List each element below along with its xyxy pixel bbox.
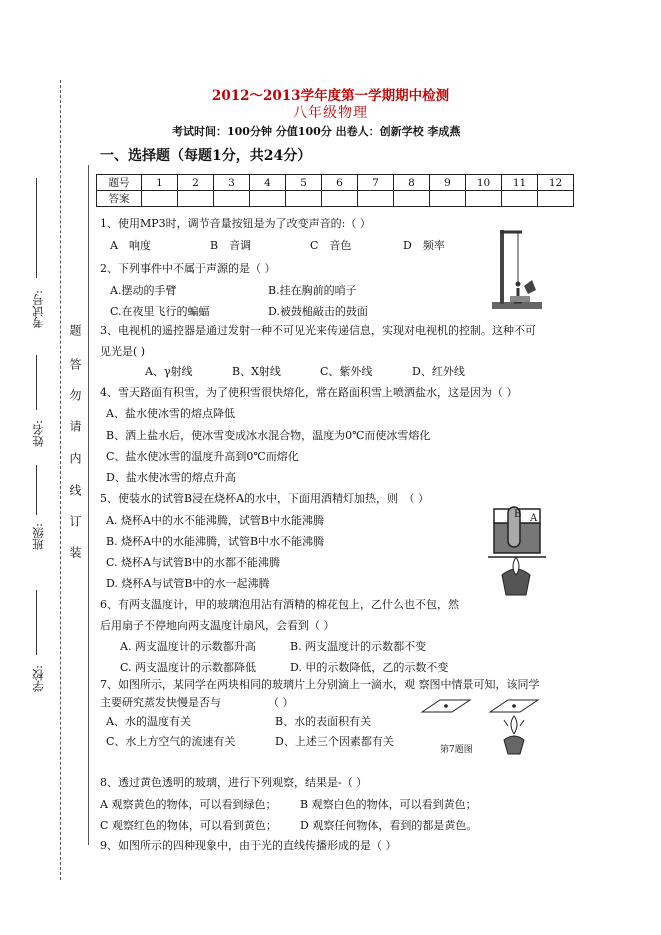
- question-8-stem: 8、透过黄色透明的玻璃，进行下列观察，结果是-（ ）: [100, 776, 368, 789]
- q4-option-d: D、盐水使冰雪的熔点升高: [106, 471, 236, 484]
- answer-table: [96, 174, 574, 207]
- answer-cell[interactable]: [466, 191, 502, 207]
- q1-option-c: C 音色: [310, 239, 352, 252]
- question-number: 2: [178, 175, 214, 191]
- q4-option-b: B、洒上盐水后，使冰雪变成冰水混合物，温度为0℃而使冰雪熔化: [106, 429, 431, 442]
- question-number: 3: [214, 175, 250, 191]
- question-9-stem: 9、如图所示的四种现象中，由于光的直线传播形成的是（ ）: [100, 839, 397, 852]
- question-number: 5: [286, 175, 322, 191]
- question-7-stem-cont: 主要研究蒸发快慢是否与: [100, 696, 221, 709]
- q8-option-d: D 观察任何物体，看到的都是黄色。: [300, 819, 478, 832]
- q8-option-a: A 观察黄色的物体，可以看到绿色；: [100, 798, 277, 811]
- class-label: 班级:: [31, 523, 45, 550]
- q5-option-a: A. 烧杯A中的水不能沸腾，试管B中水能沸腾: [106, 514, 324, 527]
- answer-cell[interactable]: [394, 191, 430, 207]
- answer-cell[interactable]: [322, 191, 358, 207]
- name-blank: [36, 355, 37, 410]
- answer-cell[interactable]: [214, 191, 250, 207]
- glass-plates-figure: [418, 696, 540, 758]
- answer-cell[interactable]: [178, 191, 214, 207]
- q6-option-c: C. 两支温度计的示数都降低: [120, 661, 257, 674]
- question-2-stem: 2、下列事件中不属于声源的是（ ）: [100, 262, 276, 275]
- question-number: 10: [466, 175, 502, 191]
- question-number: 4: [250, 175, 286, 191]
- q2-option-c: C.在夜里飞行的蝙蝠: [110, 305, 210, 318]
- q6-option-d: D. 甲的示数降低，乙的示数不变: [290, 661, 449, 674]
- school-label: 学校:: [31, 665, 45, 692]
- q8-option-c: C 观察红色的物体，可以看到黄色；: [100, 819, 277, 832]
- section-heading: 一、选择题（每题1分，共24分）: [100, 148, 312, 164]
- seal-word: 装: [68, 546, 82, 558]
- q4-option-a: A、盐水使冰雪的熔点降低: [106, 407, 235, 420]
- row-label: 题号: [97, 175, 142, 191]
- tuning-fork-figure: [488, 220, 548, 312]
- q7-option-c: C、水上方空气的流速有关: [106, 735, 236, 748]
- answer-cell[interactable]: [502, 191, 538, 207]
- q7-option-d: D、上述三个因素都有关: [275, 735, 394, 748]
- question-7-stem: 7、如图所示，某同学在两块相同的玻璃片上分别滴上一滴水，观 察图中情景可知，该同学: [100, 678, 540, 691]
- exam-info: 考试时间：100分钟 分值100分 出卷人：创新学校 李成燕: [172, 125, 461, 138]
- row-label: 答案: [97, 191, 142, 207]
- question-6-stem: 6、有两支温度计，甲的玻璃泡用沾有酒精的棉花包上，乙什么也不包，然: [100, 598, 459, 611]
- q6-option-b: B. 两支温度计的示数都不变: [290, 640, 427, 653]
- exam-number-blank: [36, 178, 37, 278]
- q5-option-c: C. 烧杯A与试管B中的水都不能沸腾: [106, 556, 281, 569]
- class-blank: [36, 465, 37, 515]
- answer-cell[interactable]: [358, 191, 394, 207]
- q7-answer-bracket: （ ）: [268, 696, 294, 709]
- seal-word: 订: [68, 515, 82, 527]
- q2-option-a: A.摆动的手臂: [110, 284, 177, 297]
- fig-label-a: A: [530, 513, 538, 524]
- question-3-stem: 3、电视机的遥控器是通过发射一种不可见光来传递信息，实现对电视机的控制。这种不可: [100, 324, 536, 337]
- q3-option-a: A、γ射线: [145, 365, 193, 378]
- name-label: 姓名:: [31, 420, 45, 447]
- exam-subtitle: 八年级物理: [293, 105, 368, 121]
- question-number: 8: [394, 175, 430, 191]
- question-number: 11: [502, 175, 538, 191]
- q2-option-b: B.挂在胸前的哨子: [268, 284, 357, 297]
- q6-option-a: A. 两支温度计的示数都升高: [120, 640, 256, 653]
- seal-word: 线: [68, 484, 82, 496]
- question-number: 9: [430, 175, 466, 191]
- question-number: 1: [142, 175, 178, 191]
- q2-option-d: D.被鼓槌敲击的鼓面: [268, 305, 368, 318]
- question-3-stem-cont: 见光是( ): [100, 345, 146, 358]
- table-row: [97, 191, 574, 207]
- q5-option-d: D. 烧杯A与试管B中的水一起沸腾: [106, 577, 270, 590]
- question-5-stem: 5、使装水的试管B浸在烧杯A的水中，下面用酒精灯加热，则 （ ）: [100, 492, 430, 505]
- seal-word: 勿: [68, 389, 82, 401]
- seal-word: 请: [68, 420, 82, 432]
- exam-title: 2012～2013学年度第一学期期中检测: [211, 88, 450, 104]
- question-4-stem: 4、雪天路面有积雪，为了使积雪很快熔化，常在路面积雪上喷洒盐水，这是因为（ ）: [100, 386, 518, 399]
- q8-option-b: B 观察白色的物体，可以看到黄色；: [300, 798, 477, 811]
- fig-label-b: B: [514, 509, 522, 520]
- answer-cell[interactable]: [430, 191, 466, 207]
- question-number: 7: [358, 175, 394, 191]
- q7-figure-caption: 第7题图: [440, 745, 473, 755]
- question-6-stem-cont: 后用扇子不停地向两支温度计扇风，会看到（ ）: [100, 619, 335, 632]
- question-1-stem: 1、使用MP3时，调节音量按钮是为了改变声音的:（ ）: [100, 217, 371, 230]
- q1-option-a: A 响度: [110, 239, 151, 252]
- q7-option-a: A、水的温度有关: [106, 715, 191, 728]
- answer-cell[interactable]: [286, 191, 322, 207]
- q1-option-d: D 频率: [403, 239, 445, 252]
- q3-option-b: B、X射线: [232, 365, 281, 378]
- answer-cell[interactable]: [250, 191, 286, 207]
- q3-option-d: D、红外线: [412, 365, 465, 378]
- answer-cell[interactable]: [538, 191, 574, 207]
- seal-word: 答: [68, 358, 82, 370]
- seal-word: 内: [68, 452, 82, 464]
- binding-dashed-line: [60, 80, 61, 880]
- exam-number-label: 考试号:: [31, 290, 45, 329]
- q4-option-c: C、盐水使冰雪的温度升高到0℃而熔化: [106, 450, 299, 463]
- question-number: 6: [322, 175, 358, 191]
- q1-option-b: B 音调: [210, 239, 252, 252]
- q3-option-c: C、紫外线: [320, 365, 373, 378]
- school-blank: [36, 590, 37, 655]
- q5-option-b: B. 烧杯A中的水能沸腾，试管B中水不能沸腾: [106, 535, 325, 548]
- answer-cell[interactable]: [142, 191, 178, 207]
- seal-word: 题: [68, 324, 82, 336]
- q7-option-b: B、水的表面积有关: [275, 715, 372, 728]
- question-number: 12: [538, 175, 574, 191]
- table-row: [97, 175, 574, 191]
- binding-line-right: [88, 165, 89, 845]
